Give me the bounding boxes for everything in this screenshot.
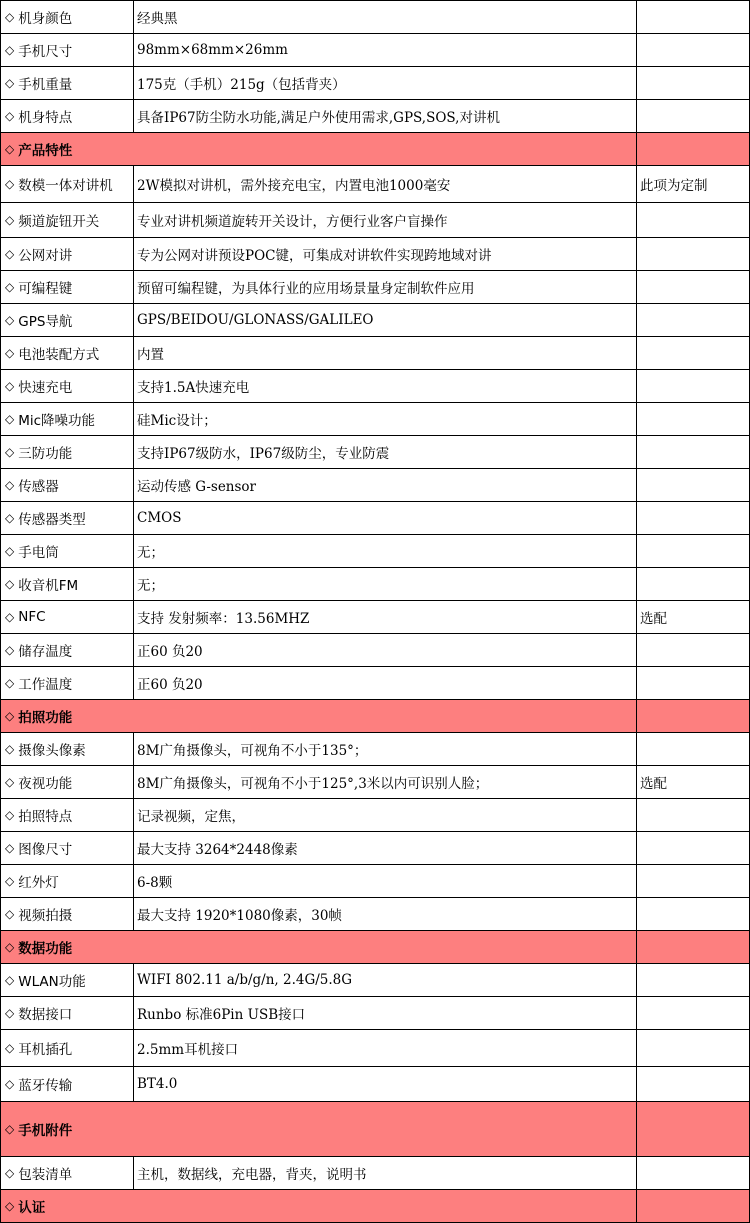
spec-row	[0, 436, 750, 469]
spec-row	[0, 832, 750, 865]
section-title: 数据功能	[18, 941, 73, 957]
spec-row	[0, 67, 750, 100]
diamond-icon: ◇	[5, 907, 15, 921]
spec-label-cell	[0, 535, 134, 568]
spec-note	[637, 337, 750, 370]
spec-label-cell	[0, 203, 134, 238]
spec-label-cell	[0, 1067, 134, 1102]
spec-label-cell	[0, 469, 134, 502]
spec-note	[637, 100, 750, 133]
spec-row	[0, 733, 750, 766]
spec-value: 专业对讲机频道旋转开关设计，方便行业客户盲操作	[134, 203, 637, 238]
spec-note: 选配	[637, 766, 750, 799]
spec-label: 可编程键	[18, 281, 73, 297]
spec-row	[0, 337, 750, 370]
section-blank-cell	[637, 1190, 750, 1223]
spec-row	[0, 964, 750, 997]
spec-row	[0, 766, 750, 799]
spec-value: 8M广角摄像头，可视角不小于135°；	[134, 733, 637, 766]
spec-label-cell	[0, 997, 134, 1030]
diamond-icon: ◇	[5, 280, 15, 294]
spec-value: 2W模拟对讲机，需外接充电宝，内置电池1000毫安	[134, 166, 637, 203]
spec-row	[0, 799, 750, 832]
spec-value: 6-8颗	[134, 865, 637, 898]
spec-label-cell	[0, 1030, 134, 1067]
spec-label: 三防功能	[18, 446, 73, 462]
diamond-icon: ◇	[5, 973, 15, 987]
diamond-icon: ◇	[5, 478, 15, 492]
spec-label: 收音机FM	[18, 578, 79, 594]
spec-row	[0, 166, 750, 203]
diamond-icon: ◇	[5, 742, 15, 756]
diamond-icon: ◇	[5, 247, 15, 261]
spec-value: 预留可编程键，为具体行业的应用场景量身定制软件应用	[134, 271, 637, 304]
spec-label-cell	[0, 601, 134, 634]
section-title: 认证	[18, 1200, 46, 1216]
spec-row	[0, 535, 750, 568]
spec-value: 内置	[134, 337, 637, 370]
spec-label: 公网对讲	[18, 248, 73, 264]
section-title: 手机附件	[18, 1123, 73, 1139]
spec-value: 支持IP67级防水，IP67级防尘，专业防震	[134, 436, 637, 469]
spec-label: Mic降噪功能	[18, 413, 96, 429]
spec-note	[637, 898, 750, 931]
spec-note	[637, 203, 750, 238]
section-title-cell	[0, 133, 637, 166]
section-title-cell	[0, 931, 637, 964]
spec-value: 专为公网对讲预设POC键，可集成对讲软件实现跨地域对讲	[134, 238, 637, 271]
spec-note	[637, 1157, 750, 1190]
spec-note	[637, 1030, 750, 1067]
spec-row	[0, 469, 750, 502]
spec-label: 手机重量	[18, 77, 73, 93]
spec-row	[0, 667, 750, 700]
spec-label: 频道旋钮开关	[18, 214, 100, 230]
diamond-icon: ◇	[5, 577, 15, 591]
spec-label-cell	[0, 166, 134, 203]
diamond-icon: ◇	[5, 10, 15, 24]
spec-row	[0, 865, 750, 898]
spec-label: 手电筒	[18, 545, 59, 561]
spec-value: WIFI 802.11 a/b/g/n, 2.4G/5.8G	[134, 964, 637, 997]
spec-note	[637, 0, 750, 34]
section-header-row	[0, 700, 750, 733]
diamond-icon: ◇	[5, 177, 15, 191]
spec-row	[0, 34, 750, 67]
spec-note: 此项为定制	[637, 166, 750, 203]
spec-value: 支持 发射频率：13.56MHZ	[134, 601, 637, 634]
diamond-icon: ◇	[5, 213, 15, 227]
spec-label: 储存温度	[18, 644, 73, 660]
spec-label-cell	[0, 1157, 134, 1190]
spec-row	[0, 601, 750, 634]
spec-note	[637, 568, 750, 601]
diamond-icon: ◇	[5, 808, 15, 822]
spec-label: 蓝牙传输	[18, 1078, 73, 1094]
spec-note	[637, 271, 750, 304]
spec-note	[637, 34, 750, 67]
spec-row	[0, 0, 750, 34]
spec-note	[637, 535, 750, 568]
spec-value: 最大支持 3264*2448像素	[134, 832, 637, 865]
spec-note	[637, 436, 750, 469]
diamond-icon: ◇	[5, 109, 15, 123]
spec-label-cell	[0, 766, 134, 799]
spec-value: 无；	[134, 535, 637, 568]
spec-label-cell	[0, 832, 134, 865]
spec-note	[637, 964, 750, 997]
spec-value: GPS/BEIDOU/GLONASS/GALILEO	[134, 304, 637, 337]
spec-label: 传感器类型	[18, 512, 86, 528]
spec-row	[0, 1067, 750, 1102]
diamond-icon: ◇	[5, 1041, 15, 1055]
diamond-icon: ◇	[5, 1006, 15, 1020]
spec-label-cell	[0, 436, 134, 469]
spec-label-cell	[0, 238, 134, 271]
section-title: 拍照功能	[18, 710, 73, 726]
diamond-icon: ◇	[5, 313, 15, 327]
spec-value: 最大支持 1920*1080像素，30帧	[134, 898, 637, 931]
spec-label: 手机尺寸	[18, 44, 73, 60]
spec-label-cell	[0, 634, 134, 667]
diamond-icon: ◇	[5, 940, 15, 954]
spec-label: 数据接口	[18, 1007, 73, 1023]
diamond-icon: ◇	[5, 544, 15, 558]
diamond-icon: ◇	[5, 1122, 15, 1136]
spec-label: NFC	[18, 609, 46, 625]
spec-row	[0, 304, 750, 337]
spec-note	[637, 67, 750, 100]
diamond-icon: ◇	[5, 841, 15, 855]
spec-label: 视频拍摄	[18, 908, 73, 924]
section-header-row	[0, 133, 750, 166]
spec-value: CMOS	[134, 502, 637, 535]
section-blank-cell	[637, 700, 750, 733]
diamond-icon: ◇	[5, 511, 15, 525]
section-blank-cell	[637, 1102, 750, 1157]
spec-value: 2.5mm耳机接口	[134, 1030, 637, 1067]
spec-label-cell	[0, 964, 134, 997]
spec-row	[0, 370, 750, 403]
spec-value: 硅Mic设计；	[134, 403, 637, 436]
spec-note	[637, 304, 750, 337]
spec-note	[637, 370, 750, 403]
section-title-cell	[0, 700, 637, 733]
spec-row	[0, 502, 750, 535]
section-title-cell	[0, 1102, 637, 1157]
spec-note	[637, 997, 750, 1030]
diamond-icon: ◇	[5, 676, 15, 690]
spec-label-cell	[0, 67, 134, 100]
spec-value: 98mm×68mm×26mm	[134, 34, 637, 67]
spec-row	[0, 997, 750, 1030]
spec-label-cell	[0, 898, 134, 931]
spec-label: WLAN功能	[18, 974, 86, 990]
diamond-icon: ◇	[5, 1077, 15, 1091]
spec-value: 8M广角摄像头，可视角不小于125°,3米以内可识别人脸；	[134, 766, 637, 799]
spec-note	[637, 1067, 750, 1102]
spec-label: 数模一体对讲机	[18, 178, 113, 194]
section-header-row	[0, 1102, 750, 1157]
spec-row	[0, 271, 750, 304]
spec-label: 图像尺寸	[18, 842, 73, 858]
diamond-icon: ◇	[5, 142, 15, 156]
spec-value: 主机，数据线，充电器，背夹，说明书	[134, 1157, 637, 1190]
spec-value: BT4.0	[134, 1067, 637, 1102]
spec-label-cell	[0, 733, 134, 766]
spec-label-cell	[0, 337, 134, 370]
diamond-icon: ◇	[5, 709, 15, 723]
spec-note: 选配	[637, 601, 750, 634]
spec-label-cell	[0, 502, 134, 535]
spec-value: 正60 负20	[134, 667, 637, 700]
spec-value: 经典黑	[134, 0, 637, 34]
diamond-icon: ◇	[5, 610, 15, 624]
spec-note	[637, 403, 750, 436]
diamond-icon: ◇	[5, 874, 15, 888]
section-blank-cell	[637, 931, 750, 964]
spec-note	[637, 502, 750, 535]
spec-label: 机身特点	[18, 110, 73, 126]
spec-label: 电池装配方式	[18, 347, 100, 363]
diamond-icon: ◇	[5, 346, 15, 360]
spec-label: 工作温度	[18, 677, 73, 693]
spec-note	[637, 238, 750, 271]
section-header-row	[0, 931, 750, 964]
spec-label: 耳机插孔	[18, 1042, 73, 1058]
spec-label: 机身颜色	[18, 11, 73, 27]
spec-label-cell	[0, 865, 134, 898]
spec-label-cell	[0, 271, 134, 304]
spec-label: GPS导航	[18, 314, 73, 330]
spec-value: 运动传感 G-sensor	[134, 469, 637, 502]
spec-row	[0, 238, 750, 271]
diamond-icon: ◇	[5, 412, 15, 426]
spec-value: 具备IP67防尘防水功能,满足户外使用需求,GPS,SOS,对讲机	[134, 100, 637, 133]
spec-value: 支持1.5A快速充电	[134, 370, 637, 403]
section-title: 产品特性	[18, 143, 73, 159]
spec-value: 175克（手机）215g（包括背夹）	[134, 67, 637, 100]
spec-label: 红外灯	[18, 875, 59, 891]
diamond-icon: ◇	[5, 379, 15, 393]
spec-label-cell	[0, 0, 134, 34]
spec-value: 无；	[134, 568, 637, 601]
spec-label: 拍照特点	[18, 809, 73, 825]
spec-row	[0, 634, 750, 667]
spec-row	[0, 403, 750, 436]
spec-value: 正60 负20	[134, 634, 637, 667]
spec-note	[637, 832, 750, 865]
spec-label-cell	[0, 403, 134, 436]
spec-value: 记录视频，定焦，	[134, 799, 637, 832]
diamond-icon: ◇	[5, 76, 15, 90]
spec-label-cell	[0, 799, 134, 832]
spec-label-cell	[0, 568, 134, 601]
spec-note	[637, 667, 750, 700]
spec-label: 夜视功能	[18, 776, 73, 792]
spec-value: Runbo 标准6Pin USB接口	[134, 997, 637, 1030]
spec-row	[0, 568, 750, 601]
spec-label: 快速充电	[18, 380, 73, 396]
spec-label: 摄像头像素	[18, 743, 86, 759]
spec-note	[637, 799, 750, 832]
spec-note	[637, 733, 750, 766]
diamond-icon: ◇	[5, 775, 15, 789]
spec-label: 传感器	[18, 479, 59, 495]
diamond-icon: ◇	[5, 643, 15, 657]
spec-row	[0, 1030, 750, 1067]
spec-label: 包装清单	[18, 1167, 73, 1183]
section-header-row	[0, 1190, 750, 1223]
spec-note	[637, 634, 750, 667]
diamond-icon: ◇	[5, 1166, 15, 1180]
spec-label-cell	[0, 100, 134, 133]
spec-label-cell	[0, 34, 134, 67]
spec-note	[637, 865, 750, 898]
spec-row	[0, 100, 750, 133]
spec-label-cell	[0, 370, 134, 403]
spec-note	[637, 469, 750, 502]
spec-label-cell	[0, 304, 134, 337]
diamond-icon: ◇	[5, 445, 15, 459]
diamond-icon: ◇	[5, 43, 15, 57]
section-blank-cell	[637, 133, 750, 166]
diamond-icon: ◇	[5, 1199, 15, 1213]
spec-label-cell	[0, 667, 134, 700]
section-title-cell	[0, 1190, 637, 1223]
spec-row	[0, 203, 750, 238]
spec-row	[0, 1157, 750, 1190]
spec-row	[0, 898, 750, 931]
